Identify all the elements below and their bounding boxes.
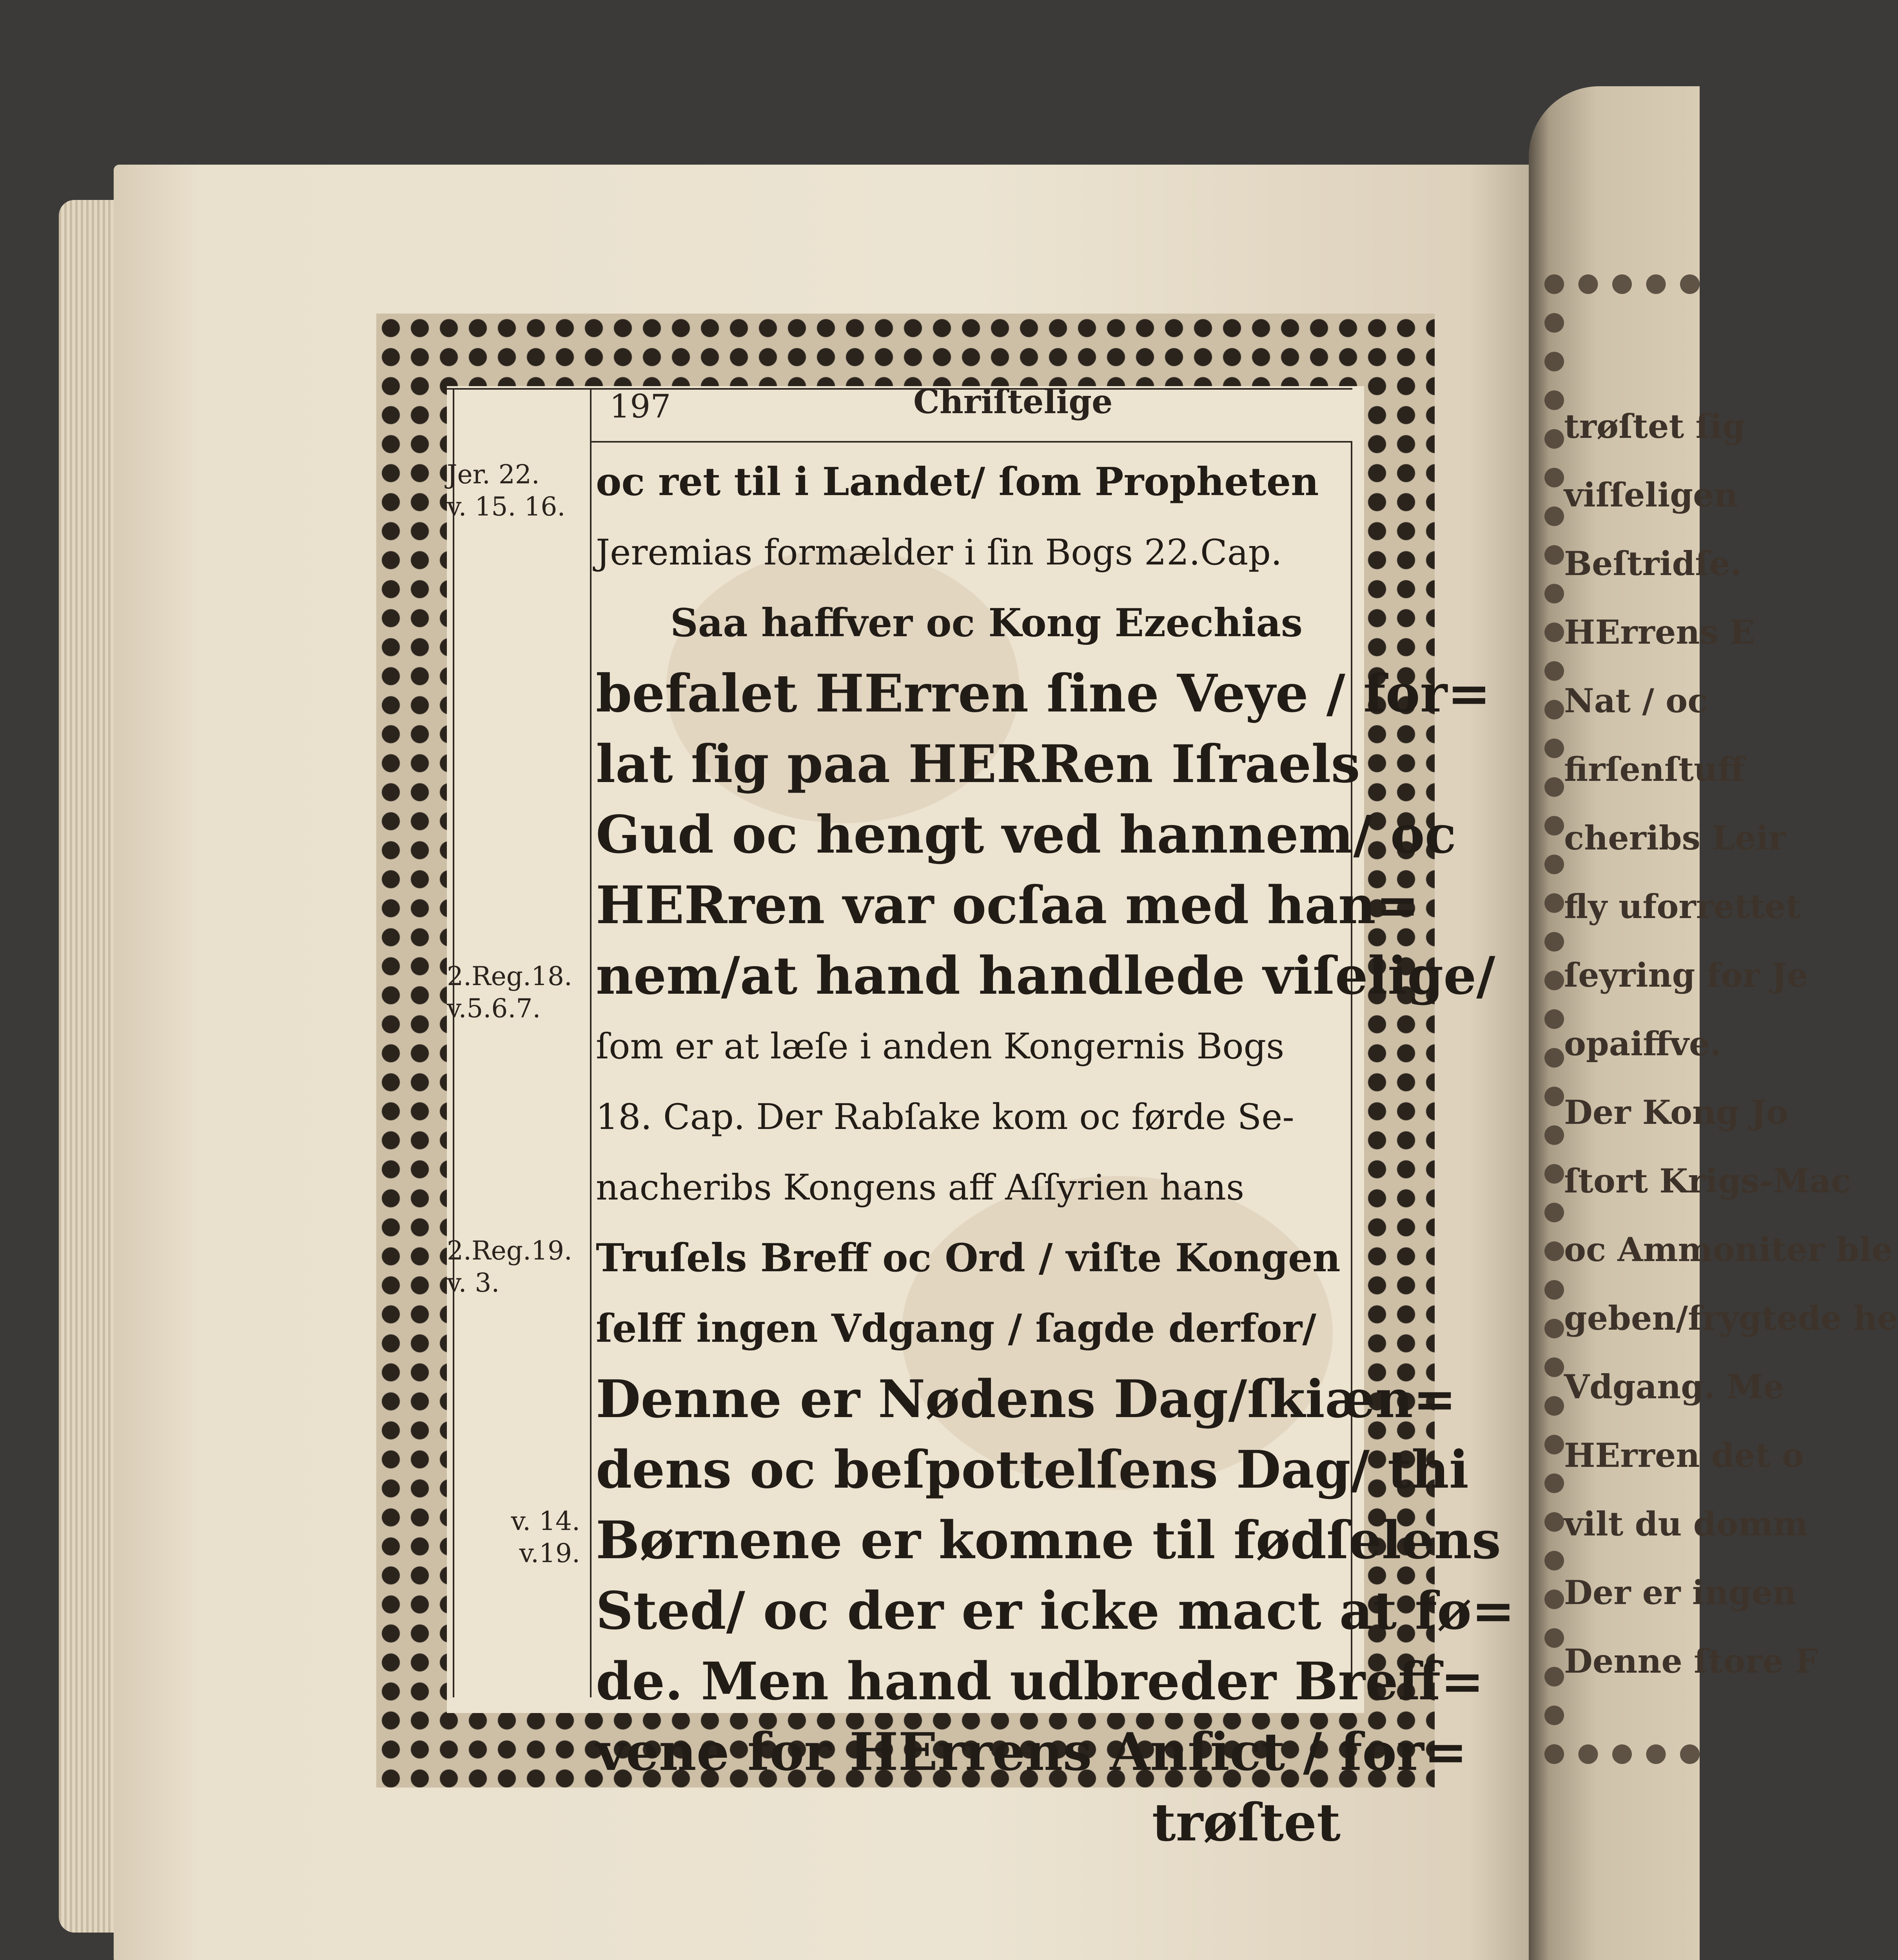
text-line: Sted/ oc der er icke mact at fø=: [596, 1581, 1515, 1641]
facing-page-line: Nat / oc: [1564, 681, 1708, 720]
margin-note: [447, 1505, 580, 1570]
facing-page-text: [1564, 392, 1898, 1695]
text-line: ſelff ingen Vdgang / ſagde derfor/: [596, 1306, 1317, 1351]
text-line: ſom er at læſe i anden Kongernis Bogs: [596, 1026, 1285, 1067]
facing-page-line: HErren det o: [1564, 1436, 1804, 1475]
facing-page-line: trøſtet ſig: [1564, 407, 1746, 446]
facing-page-line: Denne ſtore F: [1564, 1642, 1818, 1681]
page-number: 197: [610, 388, 671, 425]
facing-page-line: firſenſtuff: [1564, 750, 1745, 789]
facing-page-line: oc Ammoniter ble: [1564, 1230, 1893, 1269]
facing-page-line: Vdgang. Me: [1564, 1367, 1784, 1406]
margin-note: [447, 960, 580, 1025]
text-line: Denne er Nødens Dag/ſkiæn=: [596, 1369, 1457, 1430]
facing-page-line: Beſtridſe.: [1564, 544, 1742, 583]
margin-note-line: v. 14.: [511, 1506, 580, 1536]
text-line: 18. Cap. Der Rabſake kom oc førde Se-: [596, 1096, 1294, 1138]
margin-column-rule: [453, 388, 454, 1697]
text-line: Saa haffver oc Kong Ezechias: [670, 601, 1303, 646]
facing-page-line: opaiffve.: [1564, 1024, 1722, 1063]
text-line: nacheribs Kongens aff Aſſyrien hans: [596, 1167, 1245, 1208]
text-line: Truſels Breff oc Ord / viſte Kongen: [596, 1236, 1341, 1281]
header-rule: [447, 388, 1352, 390]
margin-note-line: v.5.6.7.: [447, 993, 541, 1024]
text-line: oc ret til i Landet/ ſom Propheten: [596, 459, 1319, 505]
margin-note: [447, 459, 580, 523]
text-line: Børnene er komne til fødſelens: [596, 1510, 1501, 1571]
text-line: nem/at hand handlede viſelige/: [596, 946, 1495, 1006]
facing-page-line: ſeyring for Je: [1564, 956, 1808, 995]
facing-page-line: cheribs Leir: [1564, 818, 1786, 857]
text-line: de. Men hand udbreder Breff=: [596, 1651, 1484, 1712]
text-line: HERren var ocſaa med han=: [596, 875, 1419, 936]
facing-page-line: ſtort Krigs-Mac: [1564, 1161, 1851, 1200]
text-column-top-rule: [590, 441, 1352, 443]
facing-page-line: HErrens E: [1564, 613, 1755, 652]
text-line: befalet HErren ſine Veye / for=: [596, 663, 1491, 724]
margin-note-line: 2.Reg.19.: [447, 1236, 572, 1266]
facing-page-line: vilt du domm: [1564, 1504, 1808, 1543]
body-text: [596, 447, 1515, 1858]
facing-page-line: Der er ingen: [1564, 1573, 1796, 1612]
text-line: Gud oc hengt ved hannem/ oc: [596, 804, 1457, 865]
text-line: lat ſig paa HERRen Iſraels: [596, 734, 1360, 795]
text-line: dens oc beſpottelſens Dag/ thi: [596, 1439, 1469, 1500]
margin-note-line: v. 3.: [447, 1268, 500, 1298]
catchword: trøſtet: [1152, 1792, 1341, 1853]
facing-page-line: viſſeligen: [1564, 475, 1738, 514]
margin-note-line: 2.Reg.18.: [447, 961, 572, 991]
margin-note-line: Jer. 22.: [447, 459, 540, 490]
margin-note: [447, 1235, 580, 1299]
running-head: Chriſtelige: [913, 382, 1113, 421]
facing-page-line: fly uforrettet: [1564, 887, 1801, 926]
text-line: vene for HErrens Anſict / for=: [596, 1722, 1468, 1782]
facing-page-line: Der Kong Jo: [1564, 1093, 1788, 1132]
margin-note-line: v. 15. 16.: [447, 492, 566, 522]
text-line: Jeremias formælder i ſin Bogs 22.Cap.: [596, 532, 1282, 573]
facing-page-line: geben/frygtede he: [1564, 1299, 1898, 1338]
margin-note-line: v.19.: [519, 1538, 580, 1568]
text-column-rule: [590, 388, 592, 1697]
